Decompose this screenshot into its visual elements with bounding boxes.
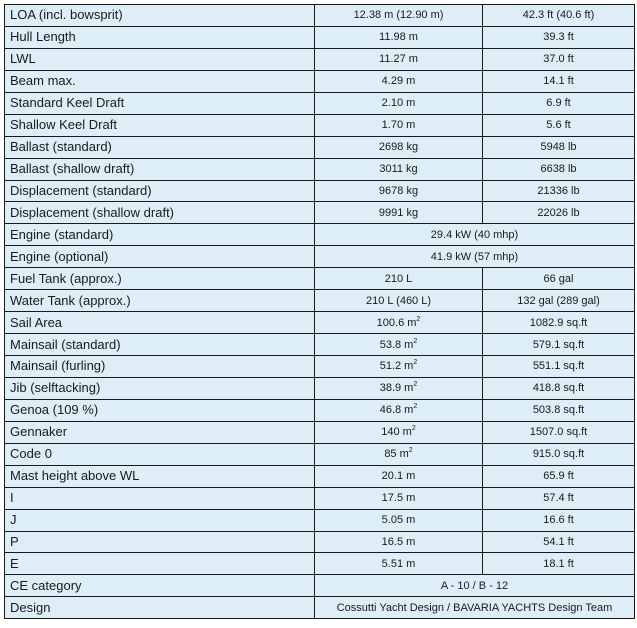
unit-superscript: 2	[408, 447, 413, 455]
spec-row	[5, 597, 635, 619]
spec-value-imperial: 22026 lb	[483, 202, 635, 224]
spec-label: Ballast (shallow draft)	[5, 158, 315, 180]
spec-row	[5, 158, 635, 180]
spec-value-imperial: 503.8 sq.ft	[483, 399, 635, 421]
spec-row	[5, 399, 635, 421]
spec-label: P	[5, 531, 315, 553]
spec-value-imperial: 915.0 sq.ft	[483, 443, 635, 465]
metric-value-text: 2698 kg	[378, 141, 419, 154]
spec-value-metric	[315, 158, 483, 180]
spec-value-metric	[315, 5, 483, 27]
spec-label: Gennaker	[5, 421, 315, 443]
spec-label: Sail Area	[5, 312, 315, 334]
spec-row	[5, 26, 635, 48]
spec-value-imperial: 18.1 ft	[483, 553, 635, 575]
spec-row	[5, 70, 635, 92]
metric-value-text: 20.1 m	[381, 470, 416, 483]
spec-value-metric	[315, 509, 483, 531]
spec-value-imperial: 39.3 ft	[483, 26, 635, 48]
spec-label: Mainsail (standard)	[5, 334, 315, 356]
metric-value-text: 85 m	[384, 448, 409, 461]
spec-value-imperial: 42.3 ft (40.6 ft)	[483, 5, 635, 27]
spec-row	[5, 202, 635, 224]
spec-label: Mainsail (furling)	[5, 356, 315, 378]
unit-superscript: 2	[413, 359, 418, 367]
spec-row	[5, 180, 635, 202]
spec-value-metric	[315, 202, 483, 224]
spec-value-metric	[315, 114, 483, 136]
metric-value-text: 51.2 m	[379, 360, 414, 373]
spec-value-metric	[315, 553, 483, 575]
metric-value-text: 100.6 m	[376, 316, 417, 329]
spec-label: CE category	[5, 575, 315, 597]
spec-value-metric	[315, 48, 483, 70]
spec-label: Mast height above WL	[5, 465, 315, 487]
spec-value-metric	[315, 70, 483, 92]
spec-value-metric	[315, 26, 483, 48]
spec-label: Shallow Keel Draft	[5, 114, 315, 136]
spec-row	[5, 224, 635, 246]
spec-value-imperial: 37.0 ft	[483, 48, 635, 70]
metric-value-text: 140 m	[381, 426, 412, 439]
metric-value-text: 17.5 m	[381, 492, 416, 505]
spec-value-metric	[315, 136, 483, 158]
spec-label: Displacement (standard)	[5, 180, 315, 202]
spec-value-metric	[315, 268, 483, 290]
spec-label: Standard Keel Draft	[5, 92, 315, 114]
spec-value-metric	[315, 399, 483, 421]
spec-row	[5, 377, 635, 399]
metric-value-text: 11.98 m	[379, 31, 418, 44]
spec-value-imperial: 6.9 ft	[483, 92, 635, 114]
spec-value-metric	[315, 92, 483, 114]
spec-label: Beam max.	[5, 70, 315, 92]
spec-value-metric	[315, 465, 483, 487]
spec-value-metric	[315, 180, 483, 202]
spec-label: Hull Length	[5, 26, 315, 48]
spec-value-imperial: 16.6 ft	[483, 509, 635, 531]
spec-label: E	[5, 553, 315, 575]
spec-row	[5, 136, 635, 158]
spec-row	[5, 334, 635, 356]
spec-value-imperial: 5948 lb	[483, 136, 635, 158]
spec-row	[5, 290, 635, 312]
metric-value-text: 16.5 m	[381, 535, 416, 548]
unit-superscript: 2	[413, 337, 418, 345]
spec-row	[5, 268, 635, 290]
spec-value-combined: 41.9 kW (57 mhp)	[315, 246, 635, 268]
spec-value-imperial: 5.6 ft	[483, 114, 635, 136]
unit-superscript: 2	[416, 315, 421, 323]
unit-superscript: 2	[413, 381, 418, 389]
spec-value-metric	[315, 377, 483, 399]
spec-value-imperial: 418.8 sq.ft	[483, 377, 635, 399]
spec-value-metric	[315, 443, 483, 465]
specifications-table-body	[5, 5, 635, 619]
spec-value-imperial: 21336 lb	[483, 180, 635, 202]
metric-value-text: 9678 kg	[378, 184, 419, 197]
spec-row	[5, 92, 635, 114]
spec-row	[5, 553, 635, 575]
spec-value-metric	[315, 290, 483, 312]
metric-value-text: 11.27 m	[379, 53, 418, 66]
spec-value-metric	[315, 356, 483, 378]
spec-row	[5, 487, 635, 509]
spec-label: LOA (incl. bowsprit)	[5, 5, 315, 27]
spec-value-metric	[315, 531, 483, 553]
spec-value-metric	[315, 334, 483, 356]
spec-label: J	[5, 509, 315, 531]
spec-value-imperial: 579.1 sq.ft	[483, 334, 635, 356]
spec-value-imperial: 66 gal	[483, 268, 635, 290]
unit-superscript: 2	[411, 425, 416, 433]
spec-label: I	[5, 487, 315, 509]
spec-label: Water Tank (approx.)	[5, 290, 315, 312]
metric-value-text: 46.8 m	[379, 404, 414, 417]
spec-row	[5, 443, 635, 465]
metric-value-text: 9991 kg	[378, 206, 419, 219]
metric-value-text: 3011 kg	[379, 163, 418, 176]
spec-row	[5, 48, 635, 70]
spec-value-imperial: 6638 lb	[483, 158, 635, 180]
spec-row	[5, 5, 635, 27]
metric-value-text: 38.9 m	[379, 382, 414, 395]
spec-label: Code 0	[5, 443, 315, 465]
spec-value-imperial: 65.9 ft	[483, 465, 635, 487]
spec-value-combined: Cossutti Yacht Design / BAVARIA YACHTS Design Team	[315, 597, 635, 619]
spec-row	[5, 575, 635, 597]
spec-label: Design	[5, 597, 315, 619]
spec-label: Fuel Tank (approx.)	[5, 268, 315, 290]
spec-label: Genoa (109 %)	[5, 399, 315, 421]
spec-label: Jib (selftacking)	[5, 377, 315, 399]
metric-value-text: 210 L (460 L)	[365, 294, 432, 307]
spec-value-imperial: 551.1 sq.ft	[483, 356, 635, 378]
spec-row	[5, 356, 635, 378]
spec-value-metric	[315, 487, 483, 509]
unit-superscript: 2	[413, 403, 418, 411]
metric-value-text: 5.51 m	[381, 557, 416, 570]
spec-value-imperial: 57.4 ft	[483, 487, 635, 509]
metric-value-text: 2.10 m	[381, 97, 416, 110]
spec-label: Engine (optional)	[5, 246, 315, 268]
spec-row	[5, 421, 635, 443]
metric-value-text: 4.29 m	[381, 75, 416, 88]
spec-row	[5, 465, 635, 487]
spec-value-imperial: 14.1 ft	[483, 70, 635, 92]
spec-value-imperial: 1082.9 sq.ft	[483, 312, 635, 334]
spec-label: Engine (standard)	[5, 224, 315, 246]
spec-value-combined: 29.4 kW (40 mhp)	[315, 224, 635, 246]
metric-value-text: 210 L	[384, 272, 413, 285]
metric-value-text: 1.70 m	[381, 119, 416, 132]
spec-value-imperial: 54.1 ft	[483, 531, 635, 553]
metric-value-text: 5.05 m	[381, 514, 416, 527]
metric-value-text: 53.8 m	[379, 338, 414, 351]
spec-value-imperial: 1507.0 sq.ft	[483, 421, 635, 443]
spec-row	[5, 114, 635, 136]
spec-label: Ballast (standard)	[5, 136, 315, 158]
metric-value-text: 12.38 m (12.90 m)	[353, 9, 444, 22]
spec-row	[5, 531, 635, 553]
spec-value-metric	[315, 312, 483, 334]
spec-value-combined: A - 10 / B - 12	[315, 575, 635, 597]
spec-value-imperial: 132 gal (289 gal)	[483, 290, 635, 312]
spec-label: Displacement (shallow draft)	[5, 202, 315, 224]
spec-row	[5, 246, 635, 268]
spec-row	[5, 509, 635, 531]
specifications-table	[4, 4, 635, 619]
spec-value-metric	[315, 421, 483, 443]
spec-row	[5, 312, 635, 334]
spec-label: LWL	[5, 48, 315, 70]
